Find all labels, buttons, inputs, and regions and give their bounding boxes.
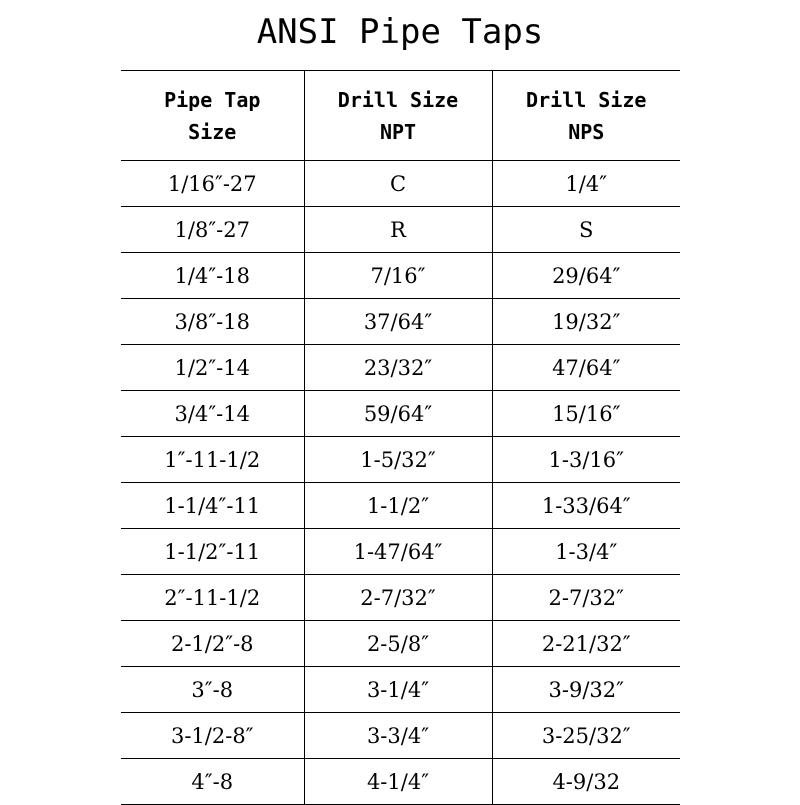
header-line: NPS [568,119,605,144]
pipe-tap-size-cell: 3/8″-18 [121,299,304,345]
pipe-tap-size-cell: 3/4″-14 [121,391,304,437]
pipe-tap-size-cell: 1/4″-18 [121,253,304,299]
drill-size-npt-cell: R [304,207,492,253]
table-row [121,345,680,391]
pipe-tap-size-cell: 1/2″-14 [121,345,304,391]
pipe-tap-size-cell: 2-1/2″-8 [121,621,304,667]
drill-size-nps-cell: 15/16″ [492,391,680,437]
drill-size-npt-cell: 2-7/32″ [304,575,492,621]
drill-size-npt-cell: 3-1/4″ [304,667,492,713]
table-row [121,529,680,575]
drill-size-nps-cell: 4-9/32 [492,759,680,805]
header-drill-size-npt [304,71,492,161]
table-row [121,253,680,299]
pipe-tap-size-cell: 3-1/2-8″ [121,713,304,759]
table-row [121,207,680,253]
drill-size-npt-cell: 7/16″ [304,253,492,299]
pipe-tap-size-cell: 1/16″-27 [121,161,304,207]
header-pipe-tap-size [121,71,304,161]
drill-size-npt-cell: 3-3/4″ [304,713,492,759]
table-row [121,483,680,529]
table-row [121,575,680,621]
drill-size-npt-cell: 37/64″ [304,299,492,345]
table-row [121,713,680,759]
header-line: Pipe Tap [164,87,261,112]
drill-size-nps-cell: 1/4″ [492,161,680,207]
table-row [121,667,680,713]
table-body [121,161,680,805]
drill-size-nps-cell: 3-9/32″ [492,667,680,713]
drill-size-nps-cell: 3-25/32″ [492,713,680,759]
table-row [121,437,680,483]
table-row [121,759,680,805]
pipe-tap-size-cell: 1-1/2″-11 [121,529,304,575]
table-row [121,299,680,345]
table-row [121,621,680,667]
pipe-tap-size-cell: 2″-11-1/2 [121,575,304,621]
drill-size-nps-cell: 2-7/32″ [492,575,680,621]
pipe-tap-size-cell: 1″-11-1/2 [121,437,304,483]
pipe-tap-size-cell: 3″-8 [121,667,304,713]
pipe-tap-size-cell: 1/8″-27 [121,207,304,253]
drill-size-nps-cell: 29/64″ [492,253,680,299]
table-header-row [121,71,680,161]
drill-size-nps-cell: 1-3/4″ [492,529,680,575]
drill-size-npt-cell: 2-5/8″ [304,621,492,667]
drill-size-npt-cell: 59/64″ [304,391,492,437]
header-line: NPT [379,119,417,144]
drill-size-nps-cell: 1-3/16″ [492,437,680,483]
drill-size-npt-cell: 1-1/2″ [304,483,492,529]
header-line: Drill Size [337,87,459,112]
drill-size-nps-cell: 2-21/32″ [492,621,680,667]
drill-size-nps-cell: 1-33/64″ [492,483,680,529]
pipe-taps-table [121,70,680,805]
drill-size-nps-cell: S [492,207,680,253]
table-row [121,161,680,207]
drill-size-npt-cell: 23/32″ [304,345,492,391]
table-row [121,391,680,437]
drill-size-nps-cell: 19/32″ [492,299,680,345]
page-title: ANSI Pipe Taps [256,12,544,52]
drill-size-npt-cell: 4-1/4″ [304,759,492,805]
drill-size-npt-cell: C [304,161,492,207]
header-drill-size-nps [492,71,680,161]
drill-size-npt-cell: 1-5/32″ [304,437,492,483]
drill-size-nps-cell: 47/64″ [492,345,680,391]
pipe-tap-size-cell: 4″-8 [121,759,304,805]
header-line: Size [188,119,237,144]
header-line: Drill Size [526,87,647,112]
drill-size-npt-cell: 1-47/64″ [304,529,492,575]
pipe-tap-size-cell: 1-1/4″-11 [121,483,304,529]
